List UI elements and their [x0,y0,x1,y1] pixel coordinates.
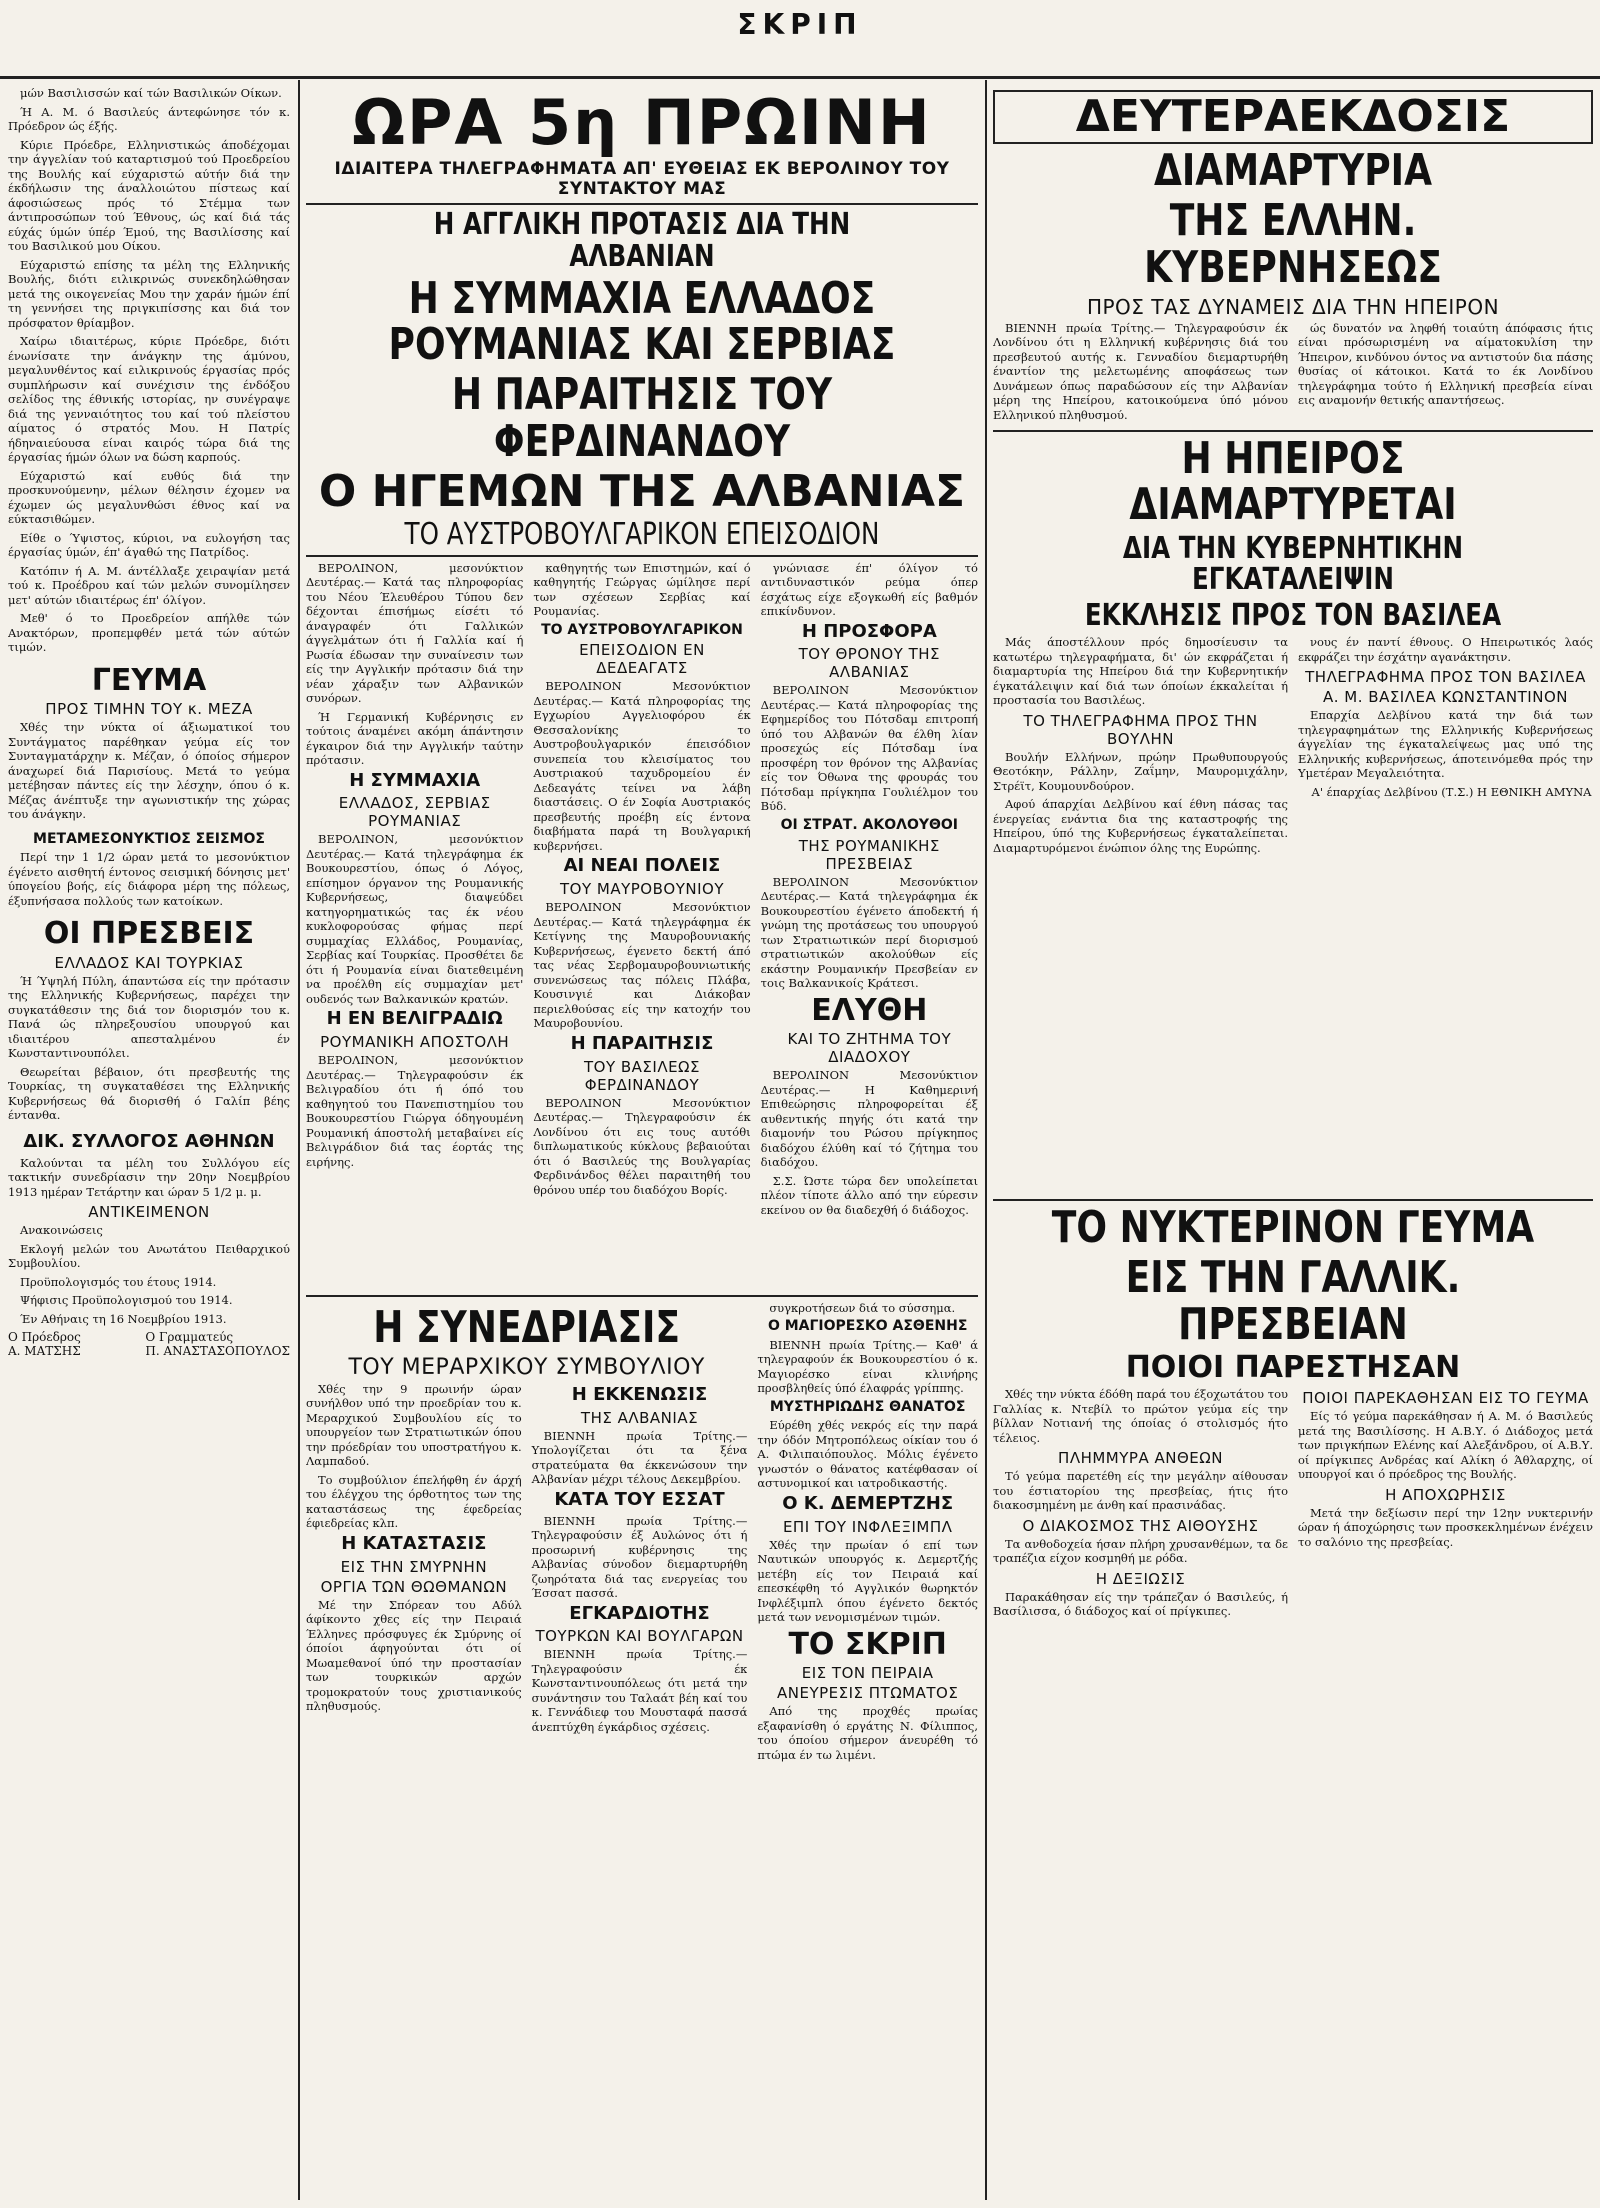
epeisodion-subheading: ΕΠΕΙΣΟΔΙΟΝ ΕΝ ΔΕΔΕΑΓΑΤΣ [579,641,705,678]
article-text: ΒΙΕΝΝΗ πρωία Τρίτης.— Τηλεγραφούσιν έκ Λονδίνου ότι η Ελληνική κυβέρνησις διά του πρεσβευτού αυτής κ. Γενναδίου διεμαρτυρήθη έναντίον της μελετωμένης αποφάσεως των Δυνάμεων όπως παραδώσουν είς την Αλβανίαν μέρη της Ηπείρου, κατοικούμενα ύπό μόνου Ελληνικού πληθυσμού. [993,320,1288,422]
agenda-heading: ΑΝΤΙΚΕΙΜΕΝΟΝ [88,1203,210,1222]
katastasis-heading: Η ΚΑΤΑΣΤΑΣΙΣ [341,1532,487,1554]
magioresko-text: ΒΙΕΝΝΗ πρωία Τρίτης.— Καθ' ά τηλεγραφούν έκ Βουκουρεστίου ό κ. Μαγιορέσκο είναι κλινήρης προσβληθείς ύπό έλαφράς γρίππης. [757,1337,978,1396]
article-text: Βουλήν Ελλήνων, πρώην Πρωθυπουργούς Θεοτόκην, Ράλλην, Ζαΐμην, Μαυρομιχάλην, Στρέϊτ, Κουμουνδούρον. [993,749,1288,793]
demertzis-subheading: ΕΠΙ ΤΟΥ ΙΝΦΛΕΞΙΜΠΛ [782,1517,953,1536]
rule [306,555,978,557]
thanatos-text: Εύρέθη χθές νεκρός είς την παρά την όδόν Μητροπόλεως οίκίαν του ό Α. Φιλιπαιόπουλος. Μόλις έγένετο γνωστόν ο θάνατος κατέφθασαν οί αστυνομικοί και ιατροδικαστής. [757,1418,978,1491]
second-edition-banner: ΔΕΥΤΕΡΑΕΚΔΟΣΙΣ [993,90,1593,144]
article-text: συγκροτήσεων διά το σύσσημα. [769,1300,956,1315]
syllogos-date: Έν Αθήναις τη 16 Νοεμβρίου 1913. [20,1311,227,1326]
synedriasis-text: Χθές την 9 πρωινήν ώραν συνήλθον υπό την προεδρίαν του κ. Μεραρχικού Συμβουλίου είς το υπουργείον των Στρατιωτικών όπου την πρόεδρίαν του υποστρατήγου κ. Λαμπαδού. [306,1381,522,1469]
newspaper-title: ΣΚΡΙΠ [737,8,863,41]
diamartyria-heading: ΔΙΑΜΑΡΤΥΡΙΑ [1153,145,1433,197]
katastasis-subheading2: ΟΡΓΙΑ ΤΩΝ ΘΩΘΜΑΝΩΝ [320,1577,508,1596]
right-column [993,86,1593,2196]
rule [993,1199,1593,1201]
article-text: Τα ανθοδοχεία ήσαν πλήρη χρυσανθέμων, τα δε τραπέζια είχον κοσμηθή με ρόδα. [993,1536,1288,1566]
center-bottom [306,1301,978,2181]
elythi-note: Σ.Σ. Ώστε τώρα δεν υπολείπεται πλέον τίποτε άλλο από την εύρεσιν εκείνου ον θα διαδεχθή ό διάδοχος. [760,1173,978,1217]
demertzis-text: Χθές την πρωίαν ό επί των Ναυτικών υπουργός κ. Δεμερτζής μετέβη είς τον Πειραιά καί επεσκέφθη τό Αγγλικόν θωρηκτόν Ινφλέξιμπλ όπου έγένετο δεκτός μετά των νενομισμένων τιμών. [757,1537,978,1625]
article-text: Μάς άποστέλλουν πρός δημοσίευσιν τα κατωτέρω τηλεγραφήματα, δι' ών εκφράζεται ή διαμαρτυρία της Ηπείρου διά την Κυβερνητικήν έγκατάλειψιν καί διά των όποίων έκκαλείται ή προστασία του Βασιλέως. [993,635,1288,708]
agenda-item: Ανακοινώσεις [20,1223,103,1238]
presveis-heading: ΟΙ ΠΡΕΣΒΕΙΣ [43,916,255,952]
section-heading: Η ΔΕΞΙΩΣΙΣ [1095,1569,1186,1588]
intro-paragraph: Κύριε Πρόεδρε, Ελληνιστικώς άποδέχομαι την άγγελίαν τού καταρτισμού τού Προεδρείου της Βουλής καί εύχαριστώ αύτήν διά την έκδήλωσιν της άναλλοιώτου πίστεως καί άφοσιώσεως πρός τό Στέμμα των άντιπροσώπων τού Έθνους, ώς καί διά τάς εύχάς ύμών ύπέρ Έμού, της Βασιλίσσης καί του Βασιλικού μου Οίκου. [8,137,290,253]
elythi-subheading: ΚΑΙ ΤΟ ΖΗΤΗΜΑ ΤΟΥ ΔΙΑΔΟΧΟΥ [787,1030,952,1067]
dynameis-subheading: ΠΡΟΣ ΤΑΣ ΔΥΝΑΜΕΙΣ ΔΙΑ ΤΗΝ ΗΠΕΙΡΟΝ [1086,294,1500,319]
essat-text: ΒΙΕΝΝΗ πρωία Τρίτης.— Τηλεγραφούσιν έξ Αυλώνος ότι ή προσωρινή κυβέρνησις της Αλβανίας σύνοδον διεμαρτυρήθη ζωηρότατα διά τας ενεργείας του Έσσατ πασσά. [531,1513,748,1600]
subcolumn [532,1382,748,1739]
rule [306,1295,978,1297]
article-text: γνώνιασε έπ' όλίγον τό αντιδυναστικόν ρεύμα όπερ έσχάτως είχε εξογκωθή είς βαθμόν επικίνδυνον. [760,560,978,619]
epeisodion-heading: ΤΟ ΑΥΣΤΡΟΒΟΥΛΓΑΡΙΚΟΝ [541,621,743,638]
article-text: ώς δυνατόν να ληφθή τοιαύτη άπόφασις ήτις είναι πρόσωρισμένη να αίματοκυλίση την Ήπειρον, κινδύνου όντος να αντιστούν δια πάσης θυσίας οί κάτοικοι. Κατά το έκ Λονδίνου τηλεγράφημα τούτο ή Ελληνική πρεσβεία είναι εις αναμονήν θετικής απαντήσεως. [1298,320,1593,408]
kyvernisis-heading: ΤΗΣ ΕΛΛΗΝ. ΚΥΒΕΡΝΗΣΕΩΣ [1144,195,1442,293]
article-text: νους έν παντί έθνους. Ο Ηπειρωτικός λαός εκφράζει την έσχάτην αγανάκτησιν. [1298,635,1593,664]
poleis-text: ΒΕΡΟΛΙΝΟΝ Μεσονύκτιον Δευτέρας.— Κατά τηλεγράφημα έκ Κετίγνης της Μαυροβουνιακής Κυβερνήσεως, έγενετο δεκτή άπό τας νέας Σερβομαυροβουνιωτικής συνενώσεως τας πόλεις Πλάβα, Κουσινγιέ και Διάκοβαν περιελθούσας είς την κατοχήν του Μαυροβουνίου. [533,900,751,1031]
egkatalipsi-heading: ΔΙΑ ΤΗΝ ΚΥΒΕΡΝΗΤΙΚΗΝ ΕΓΚΑΤΑΛΕΙΨΙΝ [1122,530,1464,598]
intro-paragraph: Είθε ο Ύψιστος, κύριοι, να ευλογήση τας έργασίας ύμών, έπ' άγαθώ της Πατρίδος. [8,530,290,559]
subcolumn [533,561,750,1291]
right-top-columns [993,321,1593,427]
signature-secretary: Ο Γραμματεύς Π. ΑΝΑΣΤΑΣΟΠΟΥΛΟΣ [145,1330,290,1359]
synedriasis-block [306,1301,747,2181]
symmachia-heading: Η ΣΥΜΜΑΧΙΑ [349,769,481,791]
presveias-subheading: ΤΗΣ ΡΟΥΜΑΝΙΚΗΣ ΠΡΕΣΒΕΙΑΣ [798,836,940,873]
signatures [8,1330,290,1358]
headline-albania-proposal: Η ΑΓΓΛΙΚΗ ΠΡΟΤΑΣΙΣ ΔΙΑ ΤΗΝ ΑΛΒΑΝΙΑΝ [433,207,851,274]
magioresko-heading: Ο ΜΑΓΙΟΡΕΣΚΟ ΑΣΘΕΝΗΣ [767,1318,968,1335]
center-column [306,86,978,2196]
article-text: Μετά την δεξίωσιν περί την 12ην νυκτερινήν ώραν ή άποχώρησις των προσκεκλημένων ένέχειν το σαλόνιο της πρεσβείας. [1298,1505,1593,1549]
headline-ferdinand: Η ΠΑΡΑΙΤΗΣΙΣ ΤΟΥ ΦΕΡΔΙΝΑΝΔΟΥ [451,369,833,467]
article-text: Παρακάθησαν είς την τράπεζαν ό Βασιλεύς, ή Βασίλισσα, ό διάδοχος καί οί πρίγκιπες. [993,1589,1288,1619]
ipeiros-heading: Η ΗΠΕΙΡΟΣ ΔΙΑΜΑΡΤΥΡΕΤΑΙ [1129,433,1457,531]
thanatos-heading: ΜΥΣΤΗΡΙΩΔΗΣ ΘΑΝΑΤΟΣ [769,1398,966,1415]
elythi-text: ΒΕΡΟΛΙΝΟΝ Μεσονύκτιον Δευτέρας.— Η Καθημερινή Επιθεώρησις πληροφορείται έξ αυθεντικής πηγής ότι κατά την διαμονήν του Ρώσου πρίγκηπος διαδόχου έλύθη καί τό ζήτημα του διαδόχου. [760,1068,978,1170]
presveis-subheading: ΕΛΛΑΔΟΣ ΚΑΙ ΤΟΥΡΚΙΑΣ [54,953,244,972]
demertzis-heading: Ο Κ. ΔΕΜΕΡΤΖΗΣ [782,1492,954,1514]
article-text: Ή Γερμανική Κυβέρνησις εν τούτοις άναμένει ακόμη άπάντησιν έγκαιρον διά την Αγγλικήν ταύτην πρότασιν. [306,709,524,768]
article-text: Αφού άπαρχίαι Δελβίνου καί έθνη πάσας τας ένεργείας ενάντια δια της καταστροφής της Ηπείρου, ύπό της Κυβερνήσεως έγκαταλείπεται. Διαμαρτυρόμενοι ένώπιον όλης της Ευρώπης. [993,797,1288,855]
headline-incident: ΤΟ ΑΥΣΤΡΟΒΟΥΛΓΑΡΙΚΟΝ ΕΠΕΙΣΟΔΙΟΝ [404,517,880,553]
section-heading: ΠΟΙΟΙ ΠΑΡΕΚΑΘΗΣΑΝ ΕΙΣ ΤΟ ΓΕΥΜΑ [1302,1389,1589,1408]
intro-paragraph: Χαίρω ιδιαιτέρως, κύριε Πρόεδρε, διότι ένωνίσατε την άνάγκην της άμύνου, μεγαλυνθέντος καί ειλικρινούς έργασίας πρός συμπλήρωσιν καί συνέχισιν της ένδόξου σελίδος της έθνικής ιστορίας, ην συνέγραψε διά της γενναιότητος του καί τού πλείστου αίματος ό στρατός Μου. Η Πατρίς ήδηναιεύουσα είναι καιρός τώρα διά της έργασίας ήμών όλων να δώση καρπούς. [8,334,290,464]
symmachia-subheading: ΕΛΛΑΔΟΣ, ΣΕΡΒΙΑΣ ΡΟΥΜΑΝΙΑΣ [338,794,491,831]
intro-paragraph: Εύχαριστώ καί ευθύς διά την προσκυνούμενην, μέλων θέλησιν έχομεν να έχωμεν ώς μεγαλυνθώσι έθνος καί να εύκτασιθώμεν. [8,468,290,526]
column-rule [298,80,300,2200]
geuma-subheading: ΠΡΟΣ ΤΙΜΗΝ ΤΟΥ κ. ΜΕΖΑ [45,700,253,718]
geuma-text: Χθές την νύκτα οί άξιωματικοί του Συντάγματος παρέθηκαν γεύμα είς τον Συνταγματάρχην κ. Μέζαν, ό όποίος σήμερον άναχωρεί διά Παρισίους. Μετά το γεύμα μετέβησαν πάντες είς την λέσχην, όπου ό κ. Μέζας άνέπτυξε την αγωνιστικήν της χώρας του άνάγκην. [8,720,290,821]
veligradi-subheading: ΡΟΥΜΑΝΙΚΗ ΑΠΟΣΤΟΛΗ [320,1033,510,1052]
headline-alliance: Η ΣΥΜΜΑΧΙΑ ΕΛΛΑΔΟΣ ΡΟΥΜΑΝΙΑΣ ΚΑΙ ΣΕΡΒΙΑΣ [388,273,896,371]
syllogos-text: Καλούνται τα μέλη του Συλλόγου είς τακτικήν συνεδρίασιν την 20ην Νοεμβρίου 1913 ημέραν Τετάρτην και ώραν 5 1/2 μ. μ. [8,1155,290,1199]
egkarditotis-text: ΒΙΕΝΝΗ πρωία Τρίτης.— Τηλεγραφούσιν έκ Κωνσταντινουπόλεως ότι μετά την συνάντησιν του Ταλαάτ βέη καί του κ. Γεννάδιεφ του Μουσταφά πασσά άνεπτύχθη έγκάρδιος σχέσεις. [531,1647,748,1734]
agenda-item: Ψήφισις Προϋπολογισμού του 1914. [20,1293,233,1308]
subcolumn [761,561,978,1291]
masthead [0,8,1600,78]
signers: Α' έπαρχίας Δελβίνου (Τ.Σ.) Η ΕΘΝΙΚΗ ΑΜΥΝΑ [1311,784,1592,799]
epeisodion-text: ΒΕΡΟΛΙΝΟΝ Μεσονύκτιον Δευτέρας.— Κατά πληροφορίας της Εγχωρίου Αγγελιοφόρου έκ Θεσσαλονίκης το Αυστροβουλγαρικόν έπεισόδιον συνεπεία του κλεισίματος του Αυστριακού ταχυδρομείου έν Δεδεαγάτς τείνει να λάβη διαστάσεις. Ο έν Σοφία Αυστριακός πρεσβευτής προέβη είς έντονα διαβήματα παρά τη Βουλγαρική κυβερνήσει. [533,679,751,853]
synedriasis-subheading: ΤΟΥ ΜΕΡΑΡΧΙΚΟΥ ΣΥΜΒΟΥΛΙΟΥ [348,1354,705,1380]
essat-heading: ΚΑΤΑ ΤΟΥ ΕΣΣΑΤ [554,1488,725,1510]
presveis-text: Ή Ύψηλή Πύλη, άπαντώσα είς την πρότασιν της Ελληνικής Κυβερνήσεως, παρέχει την συγκατάθεσιν της διά τον διορισμόν του κ. Πανά ώς πληρεξουσίου υπουργού και ιδιαιτέρου απεσταλμένου έν Κωνσταντινουπόλει. [8,973,290,1061]
poleis-heading: ΑΙ ΝΕΑΙ ΠΟΛΕΙΣ [563,855,721,877]
presveias-heading: ΟΙ ΣΤΡΑΤ. ΑΚΟΛΟΥΘΟΙ [780,816,959,833]
telegram-subheading: Α. Μ. ΒΑΣΙΛΕΑ ΚΩΝΣΤΑΝΤΙΝΟΝ [1323,688,1568,707]
gevma-heading: ΤΟ ΝΥΚΤΕΡΙΝΟΝ ΓΕΥΜΑ [1051,1202,1535,1254]
intro-paragraph: μών Βασιλισσών καί τών Βασιλικών Οίκων. [20,86,282,100]
egkarditotis-subheading: ΤΟΥΡΚΩΝ ΚΑΙ ΒΟΥΛΓΑΡΩΝ [535,1627,744,1646]
subcolumn [306,561,523,1291]
article-text: ΒΕΡΟΛΙΝΟΝ, μεσονύκτιον Δευτέρας.— Κατά τας πληροφορίας του Νέου Έλευθέρου Τύπου δεν δέχονται έπισήμως είσέτι τό άναγραφέν ότι Γαλλικών άγγελμάτων ότι ή Γαλλία καί ή Ρωσία έδωσαν την συναίνεσιν των είς την Αγγλικήν πρότασιν διά την νέαν χάραξιν των Αλβανικών συνόρων. [306,560,524,706]
article-text: Χθές την νύκτα έδόθη παρά του έξοχωτάτου του Γαλλίας κ. Ντεβίλ το πρώτον γεύμα είς την βίλλαν Νοτιανή της όποίας ό στολισμός ήτο τέλειος. [993,1387,1288,1445]
synedriasis-heading: Η ΣΥΝΕΔΡΙΑΣΙΣ [373,1301,681,1353]
paraitisis-subheading: ΤΟΥ ΒΑΣΙΛΕΩΣ ΦΕΡΔΙΝΑΝΔΟΥ [583,1057,701,1094]
prosfora-text: ΒΕΡΟΛΙΝΟΝ Μεσονύκτιον Δευτέρας.— Κατά πληροφορίας της Εφημερίδος του Πότσδαμ επιτροπή ύπό του Αλβανών θα έλθη λίαν προσεχώς είς Πότσδαμ ίνα προσφέρη τον θρόνον της Αλβανίας είς τον Όθωνα της φρουράς του Πότσδαμ πρίγκηπα Γουλιέλμον του Βύδ. [760,683,978,814]
signature-president: Ο Πρόεδρος Α. ΜΑΤΣΗΣ [8,1330,81,1359]
skrip-subheading2: ΑΝΕΥΡΕΣΙΣ ΠΤΩΜΑΤΟΣ [776,1684,959,1703]
skrip-heading: ΤΟ ΣΚΡΙΠ [788,1626,947,1662]
headline-albania-prince: Ο ΗΓΕΜΩΝ ΤΗΣ ΑΛΒΑΝΙΑΣ [318,465,966,517]
veligradi-text: ΒΕΡΟΛΙΝΟΝ, μεσονύκτιον Δευτέρας.— Τηλεγραφούσιν έκ Βελιγραδίου ότι ή όπό του καθηγητού του Πανεπιστημίου του Βουκουρεστίου Γιώργα όδηγουμένη Ρουμανική άποστολή μεταβαίνει είς Βελιγράδιον διά τας έορτάς της ειρήνης. [306,1053,524,1169]
seismos-heading: ΜΕΤΑΜΕΣΟΝΥΚΤΙΟΣ ΣΕΙΣΜΟΣ [33,830,265,847]
paraitisis-text: ΒΕΡΟΛΙΝΟΝ Μεσονύκτιον Δευτέρας.— Τηλεγραφούσιν έκ Λονδίνου ότι εις τους αυτόθι διπλωματικούς κύκλους βεβαιούται ότι ό Βασιλεύς της Βουλγαρίας Φερδινάνδος θέλει παραιτηθή του θρόνου υπέρ του διαδόχου Βορίς. [533,1095,751,1197]
presveis-text: Θεωρείται βέβαιον, ότι πρεσβευτής της Τουρκίας, τη συγκαταθέσει της Ελληνικής Κυβερνήσεως θά διορισθή ό Γαλίπ βέης έντανθα. [8,1064,290,1123]
column-rule [985,80,987,2200]
intro-paragraph: Κατόπιν ή Α. Μ. άντέλλαξε χειραψίαν μετά τού κ. Προέδρου καί τών μελών συνομίλησεν μετ' αύτών ιδιαιτέρως έπ' όλίγον. [8,563,290,607]
article-text: Είς τό γεύμα παρεκάθησαν ή Α. Μ. ό Βασιλεύς μετά της Βασιλίσσης. Η Α.Β.Υ. ό Διάδοχος μετά των πριγκήπων Ελένης καί Αλεξάνδρου, οί Α.Β.Υ. οί πρίγκιπες Ανδρέας καί Αλίκη ό Άθλαρχης, οί υπουργοί και ό πρόεδρος της Βουλής. [1298,1409,1593,1482]
center-top-columns [306,561,978,1291]
synedriasis-columns [306,1382,747,1739]
egkarditotis-heading: ΕΓΚΑΡΔΙΟΤΗΣ [569,1602,710,1624]
rule [306,203,978,205]
article-text: Τό γεύμα παρετέθη είς την μεγάλην αίθουσαν του έστιατορίου της πρεσβείας, ήτις ήτο διακοσμημένη με άνθη καί πρασινάδας. [993,1469,1288,1513]
seismos-text: Περί την 1 1/2 ώραν μετά το μεσονύκτιον έγένετο αισθητή έντονος σεισμική δόνησις μετ' ύπογείου βοής, είς διάφορα μέρη της πόλεως, έξυπνήσασα πολλούς των κατοίκων. [8,850,290,908]
geuma-heading: ΓΕΥΜΑ [91,662,207,698]
article-text: Επαρχία Δελβίνου κατά την διά των τηλεγραφημάτων της Ελληνικής Κυβερνήσεως άγγελίαν της έγκαταλείψεως μας υπό της Ελληνικής κυβερνήσεως, άποτεινόμεθα πρός την Υμετέραν Μεγαλειότητα. [1298,708,1593,781]
top-rule [0,76,1600,79]
skrip-text: Από της προχθές πρωίας εξαφανίσθη ό εργάτης Ν. Φίλιππος, του όποίου σήμερον άνευρέθη τό πτώμα έν τω λιμένι. [757,1704,978,1762]
main-subheadline: ΙΔΙΑΙΤΕΡΑ ΤΗΛΕΓΡΑΦΗΜΑΤΑ ΑΠ' ΕΥΘΕΙΑΣ ΕΚ ΒΕΡΟΛΙΝΟΥ ΤΟΥ ΣΥΝΤΑΚΤΟΥ ΜΑΣ [334,159,950,200]
ekkenosis-heading: Η ΕΚΚΕΝΩΣΙΣ [571,1383,708,1405]
intro-paragraph: Μεθ' ό το Προεδρείον απήλθε τών Ανακτόρων, προπεμφθέν μετά τών αύτών τιμών. [8,611,290,654]
katastasis-text: Μέ την Σπόρεαν του Αδύλ άφίκοντο χθες είς την Πειραιά Έλληνες πρόσφυγες έκ Σμύρνης οί όποίοι άφηγούνται ότι οί Μωαμεθανοί ύπό την προστασίαν των τουρκικών αρχών τρομοκρατούν τους χριστιανικούς πληθυσμούς. [306,1597,522,1714]
parestisan-heading: ΠΟΙΟΙ ΠΑΡΕΣΤΗΣΑΝ [1125,1349,1461,1385]
subcolumn [993,635,1288,1195]
prosfora-heading: Η ΠΡΟΣΦΟΡΑ [801,620,937,642]
intro-paragraph: Ή Α. Μ. ό Βασιλεύς άντεφώνησε τόν κ. Πρόεδρον ώς έξής. [8,104,290,133]
presveias-text: ΒΕΡΟΛΙΝΟΝ Μεσονύκτιον Δευτέρας.— Κατά τηλεγράφημα έκ Βουκουρεστίου έγένετο άποδεκτή ή γνώμη της προτάσεως του υπουργού των Στρατιωτικών περί διορισμού στρατιωτικών ακολούθων είς εκάστην Ρουμανικήν Πρεσβείαν εν τοις Βαλκανικοίς Κράτεσι. [760,874,978,991]
section-heading: Ο ΔΙΑΚΟΣΜΟΣ ΤΗΣ ΑΙΘΟΥΣΗΣ [1022,1516,1259,1535]
syllogos-heading: ΔΙΚ. ΣΥΛΛΟΓΟΣ ΑΘΗΝΩΝ [23,1130,275,1152]
agenda-item: Προϋπολογισμός του έτους 1914. [20,1274,217,1289]
section-heading: Η ΑΠΟΧΩΡΗΣΙΣ [1385,1485,1506,1504]
poleis-subheading: ΤΟΥ ΜΑΥΡΟΒΟΥΝΙΟΥ [559,880,724,899]
agenda-item: Εκλογή μελών του Ανωτάτου Πειθαρχικού Συμβουλίου. [8,1241,290,1271]
prosfora-subheading: ΤΟΥ ΘΡΟΝΟΥ ΤΗΣ ΑΛΒΑΝΙΑΣ [798,645,941,682]
right-mid-columns [993,635,1593,1195]
subcolumn [993,1387,1288,1947]
gevma-subheading: ΕΙΣ ΤΗΝ ΓΑΛΛΙΚ. ΠΡΕΣΒΕΙΑΝ [1125,1252,1461,1350]
ekkenosis-subheading: ΤΗΣ ΑΛΒΑΝΙΑΣ [580,1408,699,1427]
subcolumn [1298,635,1593,1195]
left-column [8,86,290,2196]
subcolumn [306,1382,522,1739]
veligradi-heading: Η ΕΝ ΒΕΛΙΓΡΑΔΙΩ [326,1008,503,1030]
symmachia-text: ΒΕΡΟΛΙΝΟΝ, μεσονύκτιον Δευτέρας.— Κατά τηλεγράφημα έκ Βουκουρεστίου, όπως ό Λόγος, επίσημον όργανον της Ρουμανικής Κυβερνήσεως, διαψεύδει κατηγορηματικώς τας έκ νέου κυκλοφορούσας φήμας περί συμμαχίας Ελλάδος, Ρουμανίας, Σερβίας καί Τουρκίας. Προσθέτει δε ότι ή Ρουμανία είναι διατεθειμένη να προέλθη είς συμμαχίαν μετ' ουδενός των Βαλκανικών κρατών. [306,832,524,1006]
katastasis-subheading: ΕΙΣ ΤΗΝ ΣΜΥΡΝΗΝ [340,1557,488,1576]
ekklisis-heading: ΕΚΚΛΗΣΙΣ ΠΡΟΣ ΤΟΝ ΒΑΣΙΛΕΑ [1084,597,1502,633]
main-headline: ΩΡΑ 5η ΠΡΩΙΝΗ [352,86,932,159]
section-heading: ΠΛΗΜΜΥΡΑ ΑΝΘΕΩΝ [1058,1449,1223,1468]
subcolumn [1298,1387,1593,1947]
intro-paragraph: Εύχαριστώ επίσης τα μέλη της Ελληνικής Βουλής, διότι ειλικρινώς συνεκδηλώθησαν μετά της οικογενείας Μου την χαράν ήμών έπί τη γεννήσει της πριγκιπίσσης και διά τον πρόσφατον θρίαμβον. [8,257,290,330]
article-text: καθηγητής των Επιστημών, καί ό καθηγητής Γεώργας ώμίλησε περί των σχέσεων Σερβίας καί Ρουμανίας. [533,560,751,619]
skrip-subheading: ΕΙΣ ΤΟΝ ΠΕΙΡΑΙΑ [801,1664,934,1683]
telegram-heading: ΤΗΛΕΓΡΑΦΗΜΑ ΠΡΟΣ ΤΟΝ ΒΑΣΙΛΕΑ [1305,668,1586,687]
ekkenosis-text: ΒΙΕΝΝΗ πρωία Τρίτης.— Υπολογίζεται ότι τα ξένα στρατεύματα θα έκκενώσουν την Αλβανίαν μέχρι τέλους Δεκεμβρίου. [531,1428,748,1487]
elythi-heading: ΕΛΥΘΗ [811,992,928,1028]
subcolumn [757,1301,978,2181]
telegram-heading: ΤΟ ΤΗΛΕΓΡΑΦΗΜΑ ΠΡΟΣ ΤΗΝ ΒΟΥΛΗΝ [1023,711,1258,748]
paraitisis-heading: Η ΠΑΡΑΙΤΗΣΙΣ [570,1032,714,1054]
rule [993,430,1593,432]
synedriasis-text: Το συμβούλιον έπελήφθη έν άρχή του έλέγχου της όρθοτητος των της καταστάσεως της έφεδρείας έφιεδρείας κλπ. [306,1472,522,1531]
right-bottom-columns [993,1387,1593,1947]
